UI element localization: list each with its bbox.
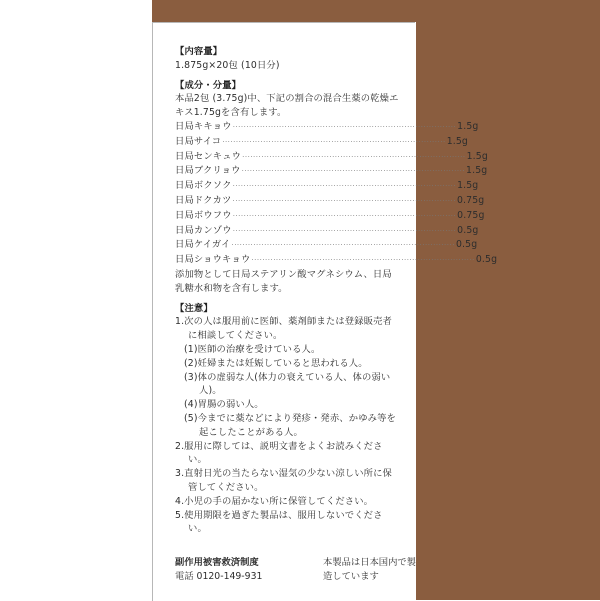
ingredient-name: 日局ケイガイ [175,239,231,251]
content-heading: 【内容量】 [175,46,223,57]
ingredient-name: 日局ボウフウ [175,209,232,221]
label-panel [152,22,498,601]
ingredient-name: 日局センキュウ [175,150,242,162]
ingredient-name: 日局キキョウ [175,120,232,132]
caution-5: 5.使用期限を過ぎた製品は、服用しないでください。 [175,509,383,535]
ingredient-name: 日局ショウキョウ [175,254,251,266]
leader-dots: ·················································································· [232,211,457,220]
ingredient-row [175,209,485,224]
caution-3: 3.直射日光の当たらない湿気の少ない涼しい所に保管してください。 [175,468,393,493]
ingredient-name: 日局ボクソク [175,180,232,192]
relief-system-title: 副作用被害救済制度 [175,557,259,568]
caution-1: 1.次の人は服用前に医師、薬剤師または登録販売者に相談してください。 [175,316,393,342]
leader-dots: ·················································································· [231,241,455,250]
label-content [175,45,498,536]
ingredient-amount: 1.5g [457,180,479,192]
leader-dots: ·················································································· [242,152,466,161]
leader-dots: ·················································································· [222,137,446,146]
content-amount: 1.875g×20包 (10日分) [175,59,280,71]
ingredient-row [175,164,488,179]
caution-4: 4.小児の手の届かない所に保管してください。 [175,495,374,507]
ingredient-amount: 0.5g [475,254,498,266]
ingredient-list [175,120,498,268]
caution-sub-4: (4)胃腸の弱い人。 [184,399,264,411]
ingredient-row [175,179,479,194]
caution-sub-3: (3)体の虚弱な人(体力の衰えている人、体の弱い人)。 [184,371,391,397]
ingredient-amount: 1.5g [466,150,488,162]
ingredient-row [175,135,468,150]
ingredient-row [175,224,479,239]
ingredient-amount: 1.5g [446,135,468,147]
leader-dots: ·················································································· [232,182,457,191]
caution-heading: 【注意】 [175,302,213,314]
ingredient-name: 日局ブクリョウ [175,165,241,177]
ingredient-name: 日局カンゾウ [175,224,232,236]
ingredient-row [175,194,485,209]
ingredient-amount: 0.5g [457,224,479,236]
package-top-edge [152,0,600,22]
made-in-japan-note: 本製品は日本国内で製造しています [323,557,416,582]
leader-dots: ·················································································· [232,226,457,235]
caution-2: 2.服用に際しては、説明文書をよくお読みください。 [175,440,383,466]
leader-dots: ·················································································· [232,196,456,205]
ingredient-amount: 1.5g [466,165,488,177]
ingredient-amount: 0.75g [456,194,485,206]
ingredient-name: 日局サイコ [175,135,222,147]
additive-text: 添加物として日局ステアリン酸マグネシウム、日局乳糖水和物を含有します。 [175,268,392,294]
ingredient-amount: 0.75g [457,209,485,221]
label-footer [175,556,416,584]
leader-dots: ·················································································· [241,167,466,176]
ingredient-row [175,253,498,268]
relief-phone: 電話 0120-149-931 [175,571,263,582]
caution-sub-1: (1)医師の治療を受けている人。 [184,343,321,355]
caution-sub-5: (5)今までに薬などにより発疹・発赤、かゆみ等を起こしたことがある人。 [184,412,397,438]
ingredient-amount: 1.5g [457,120,479,132]
package-side-panel [416,22,600,600]
ingredient-row [175,120,479,135]
composition-intro: 本品2包 (3.75g)中、下記の割合の混合生薬の乾燥エキス1.75gを含有します。 [175,93,399,119]
leader-dots: ·················································································· [251,256,475,265]
composition-heading: 【成分・分量】 [175,79,242,91]
leader-dots: ·················································································· [232,122,457,131]
ingredient-amount: 0.5g [455,239,478,251]
ingredient-name: 日局ドクカツ [175,194,232,206]
ingredient-row [175,238,478,253]
ingredient-row [175,150,488,165]
caution-sub-2: (2)妊婦または妊娠していると思われる人。 [184,357,368,369]
